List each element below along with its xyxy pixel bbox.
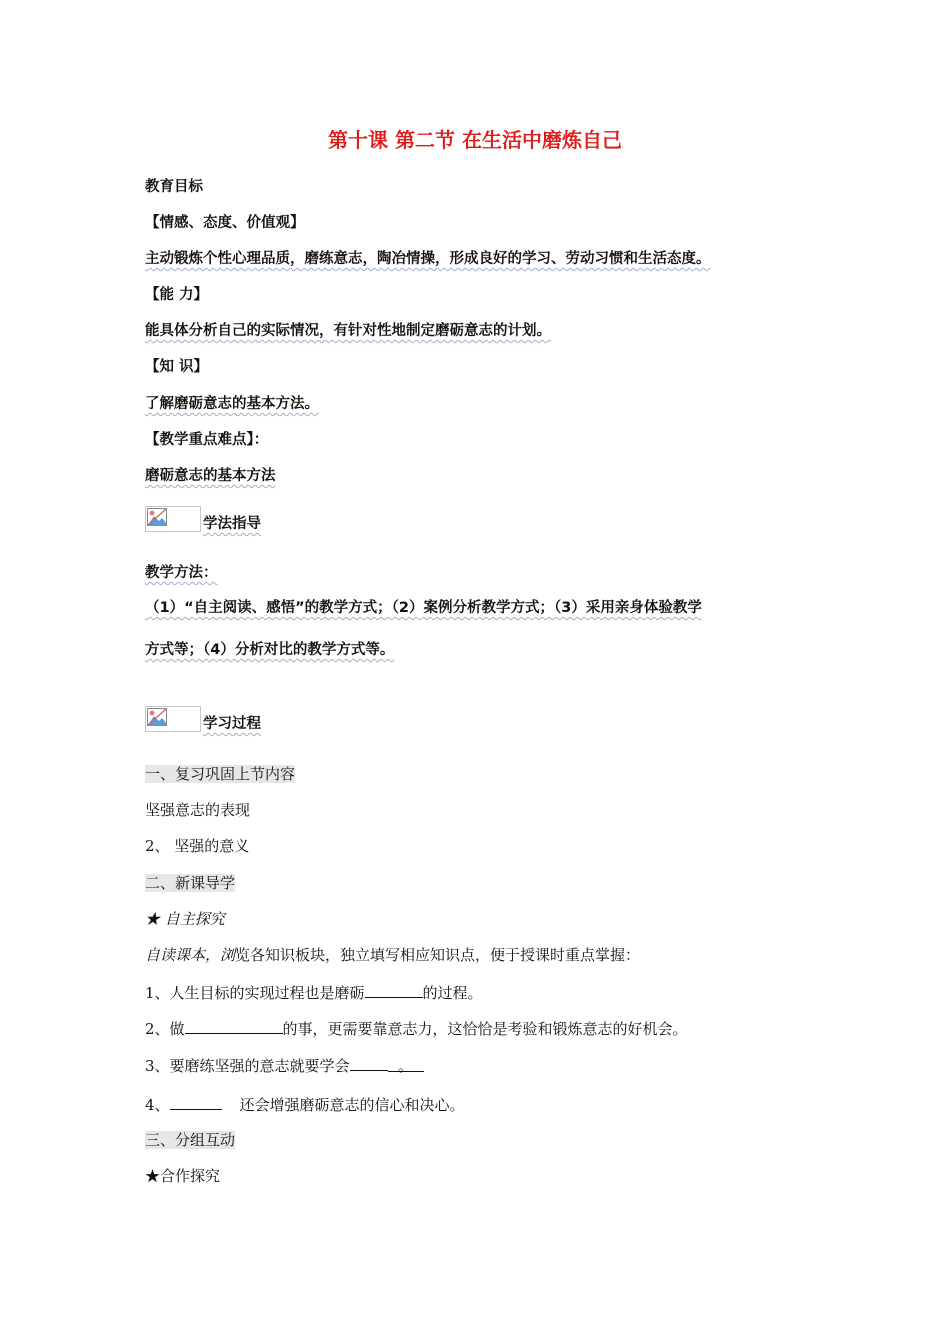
teaching-methods-line1: （1）“自主阅读、感悟”的教学方式；（2）案例分析教学方式；（3）采用亲身体验教学	[145, 600, 702, 616]
review-item-2: 2、 坚强的意义	[145, 837, 250, 855]
question-2: 2、做 的事，更需要靠意志力，这恰恰是考验和锻炼意志的好机会。	[145, 1020, 688, 1038]
knowledge-text: 了解磨砺意志的基本方法。	[145, 396, 319, 412]
question-3: 3、要磨练坚强的意志就要学会 。	[145, 1055, 424, 1076]
section-new-lesson-heading: 二、新课导学	[145, 874, 236, 892]
review-item-1: 坚强意志的表现	[145, 801, 251, 819]
teaching-methods-line2: 方式等；（4）分析对比的教学方式等。	[145, 642, 395, 658]
answer-blank[interactable]: 。	[388, 1056, 424, 1072]
answer-blank[interactable]	[170, 1094, 222, 1110]
learning-process-row	[145, 706, 261, 734]
image-placeholder-icon	[145, 706, 201, 732]
image-placeholder-icon	[145, 506, 201, 532]
section-review-heading: 一、复习巩固上节内容	[145, 765, 296, 783]
question-4: 4、 还会增强磨砺意志的信心和决心。	[145, 1096, 465, 1114]
key-text: 磨砺意志的基本方法	[145, 468, 276, 484]
emotion-text: 主动锻炼个性心理品质，磨练意志，陶冶情操，形成良好的学习、劳动习惯和生活态度。	[145, 251, 711, 267]
self-read-instruction: 自读课本，浏览各知识板块，独立填写相应知识点，便于授课时重点掌握：	[145, 946, 641, 964]
emotion-heading: 【情感、态度、价值观】	[145, 215, 305, 231]
method-guide-label: 学法指导	[203, 516, 261, 532]
section-group-heading: 三、分组互动	[145, 1131, 236, 1149]
method-guide-row	[145, 506, 261, 534]
page-title: 第十课 第二节 在生活中磨炼自己	[328, 128, 622, 152]
ability-text: 能具体分析自己的实际情况，有针对性地制定磨砺意志的计划。	[145, 323, 551, 339]
question-1: 1、人生目标的实现过程也是磨砺 的过程。	[145, 984, 483, 1002]
coop-explore-heading: ★合作探究	[145, 1167, 221, 1185]
answer-blank[interactable]	[185, 1018, 283, 1034]
ability-heading: 【能 力】	[145, 287, 209, 303]
key-heading: 【教学重点难点】：	[145, 432, 269, 448]
answer-blank[interactable]	[350, 1055, 388, 1071]
self-explore-heading: ★ 自主探究	[145, 910, 225, 928]
teaching-methods-label: 教学方法：	[145, 565, 218, 581]
knowledge-heading: 【知 识】	[145, 359, 209, 375]
answer-blank[interactable]	[365, 982, 423, 998]
learning-process-label: 学习过程	[203, 716, 261, 732]
goals-heading: 教育目标	[145, 179, 203, 195]
